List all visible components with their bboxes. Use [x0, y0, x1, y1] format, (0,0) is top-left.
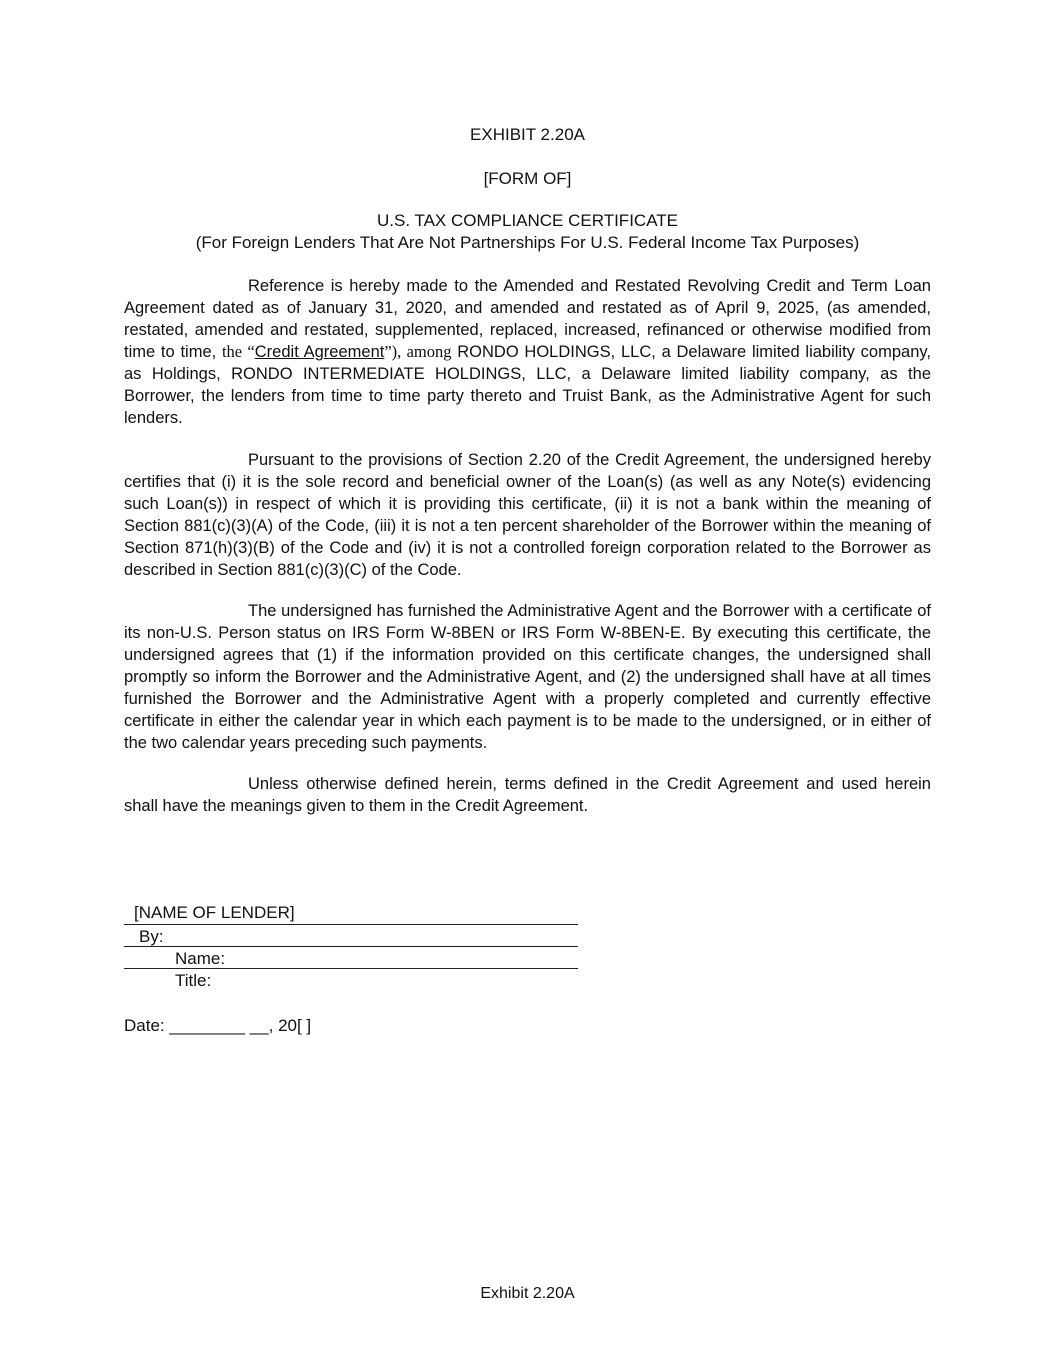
date-line: Date: ________ __, 20[ ]: [124, 1016, 312, 1035]
paragraph-reference-the: the “: [221, 342, 255, 361]
paragraph-reference-among: ”), among: [384, 342, 452, 361]
name-label: Name:: [175, 949, 226, 968]
paragraph-definitions: Unless otherwise defined herein, terms defined in the Credit Agreement and used herein shall have the meanings given to them in the Credit Agreement.: [124, 775, 931, 815]
exhibit-title: EXHIBIT 2.20A: [470, 125, 585, 144]
title-label: Title:: [175, 971, 212, 990]
by-signature-line: [124, 946, 578, 947]
form-of-label: [FORM OF]: [483, 169, 572, 188]
paragraph-pursuant: Pursuant to the provisions of Section 2.20 of the Credit Agreement, the undersigned hereby certifies that (i) it is the sole record and beneficial owner of the Loan(s) (as well as any Note(s) evidencing such Loan(s)) in respect of which it is providing this certificate, (ii) it is not a bank within the meaning of Section 881(c)(3)(A) of the Code, (iii) it is not a ten percent shareholder of the Borrower within the meaning of Section 871(h)(3)(B) of the Code and (iv) it is not a controlled foreign corporation related to the Borrower as described in Section 881(c)(3)(C) of the Code.: [124, 451, 931, 579]
paragraph-furnished: The undersigned has furnished the Administrative Agent and the Borrower with a certificate of its non-U.S. Person status on IRS Form W-8BEN or IRS Form W-8BEN-E. By executing this certificate, the undersigned agrees that (1) if the information provided on this certificate changes, the undersigned shall promptly so inform the Borrower and the Administrative Agent, and (2) the undersigned shall have at all times furnished the Borrower and the Administrative Agent with a properly completed and currently effective certificate in either the calendar year in which each payment is to be made to the undersigned, or in either of the two calendar years preceding such payments.: [124, 602, 931, 752]
lender-name-placeholder: [NAME OF LENDER]: [134, 903, 295, 922]
lender-name-line: [124, 924, 578, 925]
name-line: [124, 968, 578, 969]
paragraph-reference: [124, 275, 931, 429]
certificate-title: U.S. TAX COMPLIANCE CERTIFICATE: [376, 211, 678, 230]
paragraph-reference-end: RONDO HOLDINGS, LLC, a Delaware limited liability company, as Holdings, RONDO INTERMEDIATE HOLDINGS, LLC, a Delaware limited liability company, as the Borrower, the lenders from time to time party thereto and Truist Bank, as the Administrative Agent for such lenders.: [124, 343, 931, 427]
page-footer: Exhibit 2.20A: [480, 1285, 575, 1302]
certificate-subtitle: (For Foreign Lenders That Are Not Partnerships For U.S. Federal Income Tax Purposes): [195, 233, 860, 252]
credit-agreement-defined-term: Credit Agreement: [254, 343, 385, 361]
paragraph-reference-start: Reference is hereby made to the Amended and Restated Revolving Credit and Term Loan Agreement dated as of January 31, 2020, and amended and restated as of April 9, 2025, (as amended, restated, amended and restated, supplemented, replaced, increased, refinanced or otherwise modified from time to time,: [124, 277, 931, 361]
by-label: By:: [139, 927, 164, 946]
